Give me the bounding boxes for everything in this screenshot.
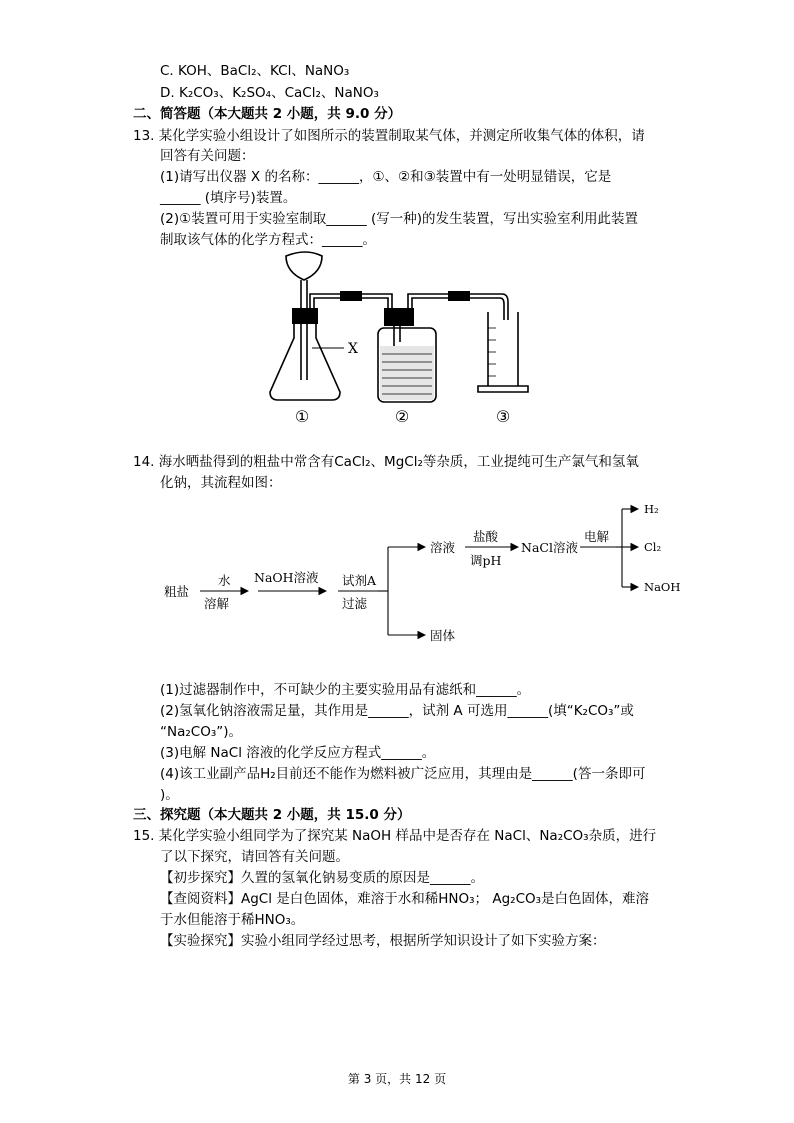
q14-part-1: (1)过滤器制作中，不可缺少的主要实验用品有滤纸和______。 <box>160 682 531 698</box>
flow-naoh-solution: NaOH溶液 <box>254 570 319 585</box>
q15-line-1: 15. 某化学实验小组同学为了探究某 NaOH 样品中是否存在 NaCl、Na₂CO₃杂质，进行 <box>133 828 657 844</box>
flow-crude-salt: 粗盐 <box>164 584 190 599</box>
section-heading-inquiry: 三、探究题（本大题共 2 小题，共 15.0 分） <box>133 807 411 823</box>
q14-part-3: (3)电解 NaCl 溶液的化学反应方程式______。 <box>160 745 436 761</box>
q13-line-3: (1)请写出仪器 X 的名称：______，①、②和③装置中有一处明显错误，它是 <box>160 169 612 185</box>
q13-line-2: 回答有关问题： <box>160 148 255 164</box>
flow-adjust-ph: 调pH <box>470 553 502 568</box>
flow-dissolve: 溶解 <box>204 596 230 611</box>
flow-electrolysis: 电解 <box>584 529 610 544</box>
apparatus-diagram <box>262 250 532 430</box>
flow-nacl-solution: NaCl溶液 <box>521 540 578 555</box>
flow-h2: H₂ <box>644 502 659 516</box>
option-c: C. KOH、BaCl₂、KCl、NaNO₃ <box>160 63 350 79</box>
q15-line-5: 于水但能溶于稀HNO₃。 <box>160 912 305 928</box>
q14-part-2b: “Na₂CO₃”)。 <box>160 724 243 740</box>
q13-line-5: (2)①装置可用于实验室制取______ (写一种)的发生装置，写出实验室利用此装置 <box>160 211 639 227</box>
section-heading-short-answer: 二、简答题（本大题共 2 小题，共 9.0 分） <box>133 106 402 122</box>
process-flow-diagram <box>160 495 700 655</box>
flow-cl2: Cl₂ <box>644 540 662 554</box>
q15-line-4: 【查阅资料】AgCl 是白色固体，难溶于水和稀HNO₃； Ag₂CO₃是白色固体，难溶 <box>160 891 650 907</box>
q15-line-3: 【初步探究】久置的氢氧化钠易变质的原因是______。 <box>160 870 484 886</box>
q14-part-4a: (4)该工业副产品H₂目前还不能作为燃料被广泛应用，其理由是______(答一条即可 <box>160 766 646 782</box>
flow-naoh-product: NaOH <box>644 580 681 594</box>
q14-part-2a: (2)氢氧化钠溶液需足量，其作用是______，试剂 A 可选用______(填“K₂CO₃”或 <box>160 703 634 719</box>
flow-reagent-a: 试剂A <box>342 573 377 588</box>
q15-line-6: 【实验探究】实验小组同学经过思考，根据所学知识设计了如下实验方案： <box>160 933 606 949</box>
flow-hydrochloric-acid: 盐酸 <box>473 529 499 544</box>
option-d: D. K₂CO₃、K₂SO₄、CaCl₂、NaNO₃ <box>160 85 379 101</box>
flow-solution: 溶液 <box>430 540 456 555</box>
q14-part-4b: )。 <box>160 787 179 803</box>
apparatus-x-label: X <box>348 341 358 357</box>
q13-line-6: 制取该气体的化学方程式：______。 <box>160 232 376 248</box>
apparatus-label-1: ① <box>294 407 310 426</box>
q14-line-2: 化钠，其流程如图： <box>160 475 282 491</box>
q14-line-1: 14. 海水晒盐得到的粗盐中常含有CaCl₂、MgCl₂等杂质，工业提纯可生产氯气和氢氧 <box>133 454 639 470</box>
flow-solid: 固体 <box>430 628 456 643</box>
flow-filter: 过滤 <box>342 596 368 611</box>
flow-water: 水 <box>218 573 231 588</box>
apparatus-label-2: ② <box>394 407 410 426</box>
apparatus-label-3: ③ <box>495 407 511 426</box>
q13-line-4: ______ (填序号)装置。 <box>160 190 297 206</box>
q13-line-1: 13. 某化学实验小组设计了如图所示的装置制取某气体，并测定所收集气体的体积，请 <box>133 128 645 144</box>
q15-line-2: 了以下探究，请回答有关问题。 <box>160 849 349 865</box>
page-footer: 第 3 页，共 12 页 <box>347 1072 447 1086</box>
